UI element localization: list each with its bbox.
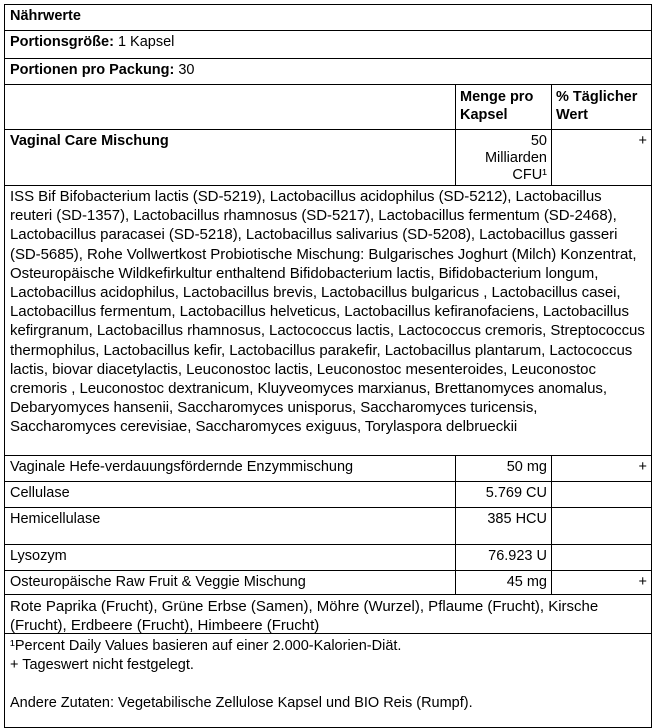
header-daily-value: % Täglicher Wert	[556, 89, 638, 123]
footnote-daily-values: ¹Percent Daily Values basieren auf einer 2.000-Kalorien-Diät.	[10, 638, 402, 654]
ingredient-daily-value: +	[638, 574, 647, 590]
header-amount: Menge pro Kapsel	[456, 85, 552, 129]
footnotes	[5, 634, 651, 727]
blend-amount-cfu: CFU¹	[512, 167, 547, 183]
ingredient-amount: 385 HCU	[456, 508, 552, 544]
ingredient-name: Hemicellulase	[5, 508, 456, 544]
footnote-not-established: + Tageswert nicht festgelegt.	[10, 657, 194, 673]
ingredient-amount: 45 mg	[456, 571, 552, 594]
panel-title-row	[5, 5, 651, 31]
ingredient-row	[5, 456, 651, 482]
ingredient-daily-value	[552, 508, 651, 544]
blend-name: Vaginal Care Mischung	[5, 130, 456, 185]
panel-title: Nährwerte	[10, 8, 81, 24]
ingredient-name: Lysozym	[5, 545, 456, 570]
footnote-spacer	[10, 675, 646, 694]
fruit-blend-description: Rote Paprika (Frucht), Grüne Erbse (Samen), Möhre (Wurzel), Pflaume (Frucht), Kirsche (Frucht), Erdbeere (Frucht), Himbeere (Frucht)	[5, 595, 651, 634]
ingredient-daily-value	[552, 482, 651, 507]
ingredient-daily-value: +	[638, 459, 647, 475]
servings-value: 30	[174, 62, 195, 78]
ingredient-name: Osteuropäische Raw Fruit & Veggie Mischung	[5, 571, 456, 594]
ingredient-daily-value	[552, 545, 651, 570]
serving-size-label: Portionsgröße:	[10, 34, 114, 50]
nutrition-facts-panel	[4, 4, 652, 728]
ingredient-amount: 50 mg	[456, 456, 552, 481]
ingredient-amount: 76.923 U	[456, 545, 552, 570]
blend-description: ISS Bif Bifobacterium lactis (SD-5219), Lactobacillus acidophilus (SD-5212), Lactobacillus reuteri (SD-1357), Lactobacillus rhamnosus (SD-5217), Lactobacillus fermentum (SD-2468), Lactobacillus paracasei (SD-5218), Lactobacillus salivarius (SD-5208), Lactobacillus gasseri (SD-5685), Rohe Vollwertkost Probiotische Mischung: Bulgarisches Joghurt (Milch) Konzentrat, Osteuropäische Wildkefirkultur enthaltend Bifidobacterium lactis, Bifidobacterium longum, Lactobacillus acidophilus, Lactobacillus brevis, Lactobacillus bulgaricus , Lactobacillus casei, Lactobacillus fermentum, Lactobacillus helveticus, Lactobacillus kefiranofaciens, Lactobacillus kefirgranum, Lactobacillus rhamnosus, Lactococcus lactis, Lactococcus cremoris, Streptococcus thermophilus, Lactobacillus kefir, Lactobacillus parakefir, Lactobacillus plantarum, Lactococcus lactis, biovar diacetylactis, Leuconostoc lactis, Leuconostoc mesenteroides, Leuconostoc cremoris , Leuconostoc dextranicum, Kluyveomyces marxianus, Brettanomyces anomalus, Debaryomyces hansenii, Saccharomyces unisporus, Saccharomyces turicensis, Saccharomyces cerevisiae, Saccharomyces exiguus, Torylaspora delbrueckii	[5, 186, 651, 456]
blend-amount	[456, 130, 552, 185]
servings-row	[5, 59, 651, 85]
serving-size-row	[5, 31, 651, 59]
servings-label: Portionen pro Packung:	[10, 62, 175, 78]
ingredient-name: Vaginale Hefe-verdauungsfördernde Enzymmischung	[5, 456, 456, 481]
blend-amount-unit: Milliarden	[484, 150, 547, 166]
blend-amount-number: 50	[530, 133, 547, 149]
blend-row	[5, 130, 651, 186]
ingredient-row	[5, 571, 651, 595]
other-ingredients: Andere Zutaten: Vegetabilische Zellulose Kapsel und BIO Reis (Rumpf).	[10, 695, 473, 711]
ingredient-row	[5, 508, 651, 545]
ingredient-row	[5, 482, 651, 508]
ingredient-amount: 5.769 CU	[456, 482, 552, 507]
blend-daily-value: +	[638, 133, 647, 149]
ingredient-name: Cellulase	[5, 482, 456, 507]
header-blank-cell	[5, 85, 456, 129]
column-header-row	[5, 85, 651, 130]
serving-size-value: 1 Kapsel	[113, 34, 175, 50]
ingredient-row	[5, 545, 651, 571]
